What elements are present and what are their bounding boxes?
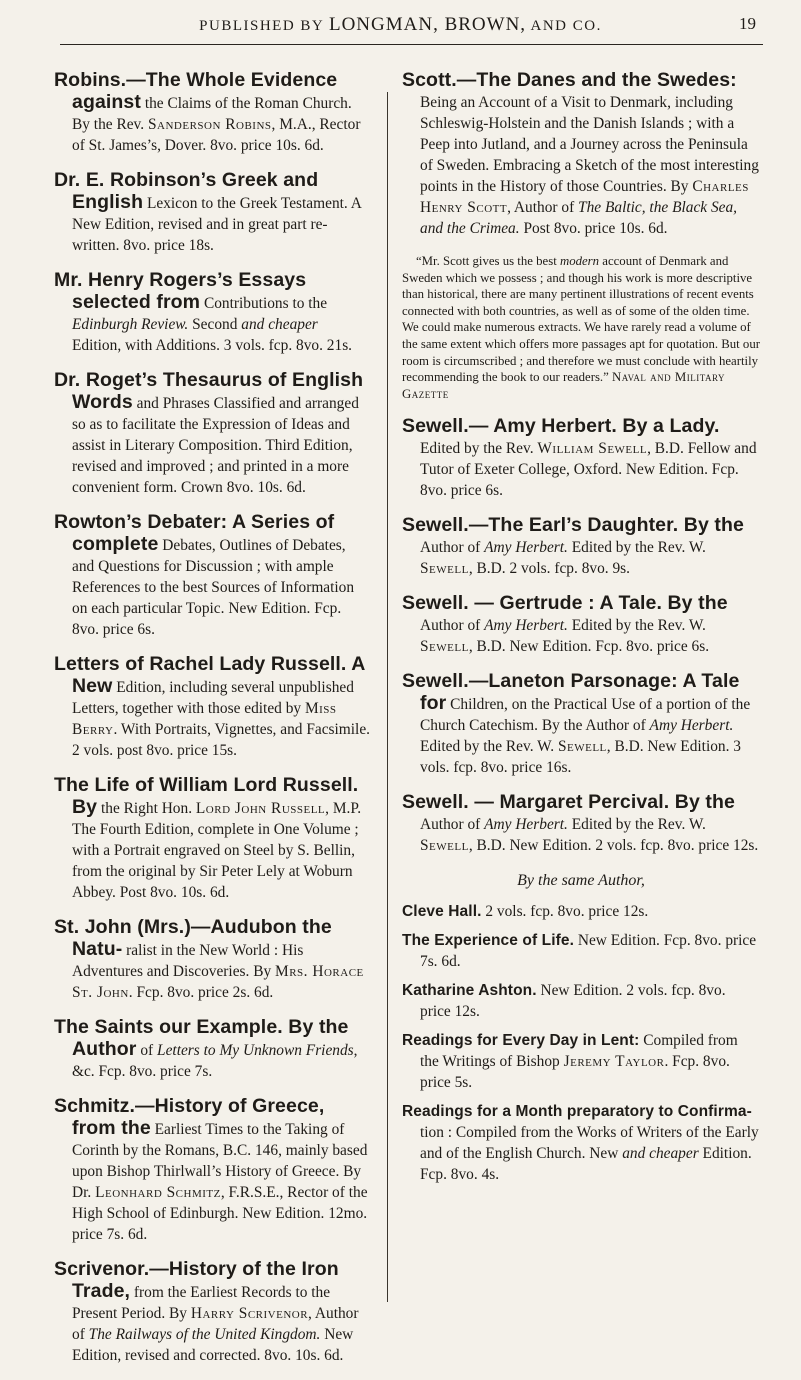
- entry-text: William Sewell: [537, 440, 648, 458]
- entry-text: Edited by the Rev. W.: [567, 617, 706, 635]
- publisher-name: LONGMAN, BROWN,: [328, 14, 527, 35]
- entry-title: Katharine Ashton.: [402, 982, 537, 1000]
- entry-text: Contributions to the: [200, 295, 328, 312]
- entry-title: Sewell.— Amy Herbert. By a Lady.: [402, 415, 720, 438]
- catalogue-entry: [402, 416, 760, 501]
- catalogue-entry: [402, 593, 760, 657]
- entry-text: Leonhard Schmitz: [95, 1184, 221, 1201]
- entry-text: , B.D. 2 vols. fcp. 8vo. 9s.: [468, 560, 631, 578]
- entry-text: Amy Herbert.: [484, 617, 568, 635]
- right-column: [402, 70, 760, 1193]
- catalogue-entry: [402, 901, 760, 922]
- entry-text: Letters to My Unknown Friends: [157, 1042, 354, 1059]
- entry-text: New Edition, revised and corrected. 8vo. 10s. 6d.: [72, 1326, 354, 1364]
- entry-text: and cheaper: [622, 1145, 699, 1163]
- entry-title: Rowton’s Debater: A Series of complete: [54, 511, 335, 555]
- entry-text: tion : Compiled from the Works of Writers of the Early and of the English Church. New: [420, 1124, 759, 1163]
- entry-text: , M.A., Rector of St. James’s, Dover. 8vo. price 10s. 6d.: [72, 116, 361, 154]
- entry-title: Readings for Every Day in Lent:: [402, 1032, 640, 1050]
- catalogue-entry: [402, 1101, 760, 1185]
- entry-title: Letters of Rachel Lady Russell. A New: [54, 653, 365, 697]
- catalogue-entry: [402, 671, 760, 778]
- entry-text: Amy Herbert.: [649, 717, 734, 735]
- entry-text: Debates, Outlines of Debates, and Questions for Discussion ; with ample References to the best Sources of Information on each particular Topic. New Edition. Fcp. 8vo. price 6s.: [72, 537, 355, 638]
- entry-text: Edited by the Rev. W.: [420, 738, 558, 756]
- entry-text: the Claims of the Roman Church. By the Rev.: [72, 95, 352, 133]
- entry-text: Edited by the Rev.: [420, 440, 538, 458]
- entry-text: Lexicon to the Greek Testament. A New Edition, revised and in great part re-written. 8vo. price 18s.: [72, 195, 362, 254]
- catalogue-entry: [54, 654, 370, 761]
- entry-text: Edited by the Rev. W.: [567, 816, 706, 834]
- left-column: [54, 70, 370, 1380]
- entry-text: , M.P. The Fourth Edition, complete in One Volume ; with a Portrait engraved on Steel by S. Bellin, from the original by Sir Peter Lely at Woburn Abbey. Post 8vo. 10s. 6d.: [72, 800, 362, 901]
- entry-text: Sewell: [420, 837, 469, 855]
- entry-text: 2 vols. fcp. 8vo. price 12s.: [481, 903, 649, 921]
- entry-text: Charles Henry Scott: [420, 178, 749, 216]
- header-rule: [60, 44, 763, 45]
- entry-title: Sewell.—Laneton Parsonage: A Tale for: [402, 670, 740, 715]
- entry-text: modern: [559, 254, 600, 268]
- entry-text: The Baltic, the Black Sea, and the Crimea.: [420, 199, 738, 237]
- publisher-suffix: AND CO.: [530, 18, 602, 34]
- catalogue-entry: [54, 70, 370, 156]
- catalogue-entry: [54, 1017, 370, 1082]
- entry-text: , B.D. Fellow and Tutor of Exeter College, Oxford. New Edition. Fcp. 8vo. price 6s.: [420, 440, 757, 500]
- catalogue-entry: [54, 1259, 370, 1366]
- page-number: 19: [739, 14, 756, 33]
- catalogue-entry: [402, 515, 760, 579]
- entry-text: Second: [188, 316, 242, 333]
- catalogue-entry: [402, 930, 760, 972]
- catalogue-entry: [54, 512, 370, 640]
- entry-title: The Saints our Example. By the Author: [54, 1016, 349, 1060]
- entry-text: Edition. Fcp. 8vo. 4s.: [420, 1145, 752, 1184]
- entry-text: , F.R.S.E., Rector of the High School of Edinburgh. New Edition. 12mo. price 7s. 6d.: [72, 1184, 368, 1243]
- entry-title: Schmitz.—History of Greece, from the: [54, 1095, 325, 1139]
- entry-text: Edinburgh Review.: [72, 316, 189, 333]
- right-small-entries: [402, 901, 760, 1185]
- catalogue-entry: [54, 270, 370, 356]
- entry-text: Sewell: [420, 638, 469, 656]
- entry-text: Sanderson Robins: [147, 116, 272, 133]
- entry-text: account of Denmark and Sweden which we possess ; and though his work is more descriptive than historical, there are many pertinent illustrations of recent events connected with both countries, as well as of some of the olden time. We could make numerous extracts. We have rarely read a volume of the same extent which offers more passages apt for quotation. But our room is circumscribed ; and therefore we must conclude with heartily recommending the book to our readers.”: [402, 254, 760, 385]
- entry-text: Mrs. Horace St. John: [72, 963, 364, 1001]
- entry-text: and Phrases Classified and arranged so as to facilitate the Expression of Ideas and assist in Literary Composition. Third Edition, revised and improved ; and printed in a more convenient form. Crown 8vo. 10s. 6d.: [72, 395, 359, 496]
- entry-title: Robins.—The Whole Evidence against: [54, 69, 338, 113]
- entry-text: Edition, including several unpublished Letters, together with those edited by: [72, 679, 354, 717]
- entry-text: Post 8vo. price 10s. 6d.: [519, 220, 668, 237]
- entry-text: , B.D. New Edition. 2 vols. fcp. 8vo. price 12s.: [468, 837, 759, 855]
- entry-text: , B.D. New Edition. 3 vols. fcp. 8vo. price 16s.: [420, 738, 741, 777]
- entry-text: Miss Berry: [72, 700, 337, 738]
- catalogue-entry: [402, 1030, 760, 1093]
- catalogue-entry: [54, 1096, 370, 1245]
- entry-title: Readings for a Month preparatory to Confirma-: [402, 1103, 752, 1121]
- catalogue-entry: [54, 917, 370, 1003]
- entry-title: Dr. E. Robinson’s Greek and English: [54, 169, 319, 213]
- running-header: [0, 0, 801, 52]
- entry-title: Sewell. — Margaret Percival. By the: [402, 791, 735, 814]
- running-head: [0, 14, 801, 36]
- entry-text: Amy Herbert.: [484, 816, 568, 834]
- right-main-entries: [402, 70, 760, 856]
- entry-text: . Fcp. 8vo. price 2s. 6d.: [128, 984, 274, 1001]
- entry-text: . With Portraits, Vignettes, and Facsimile. 2 vols. post 8vo. price 15s.: [72, 721, 371, 759]
- entry-text: and cheaper: [241, 316, 318, 333]
- entry-text: ralist in the New World : His Adventures and Discoveries. By: [72, 942, 304, 980]
- entry-text: Jeremy Taylor: [563, 1053, 665, 1071]
- catalogue-entry: [402, 792, 760, 856]
- entry-text: from the Earliest Records to the Present Period. By: [72, 1284, 331, 1322]
- entry-title: Cleve Hall.: [402, 903, 482, 921]
- entry-title: Mr. Henry Rogers’s Essays selected from: [54, 269, 307, 313]
- entry-text: , Author of: [507, 199, 579, 216]
- entry-title: Scott.—The Danes and the Swedes:: [402, 69, 737, 91]
- entry-text: New Edition. Fcp. 8vo. price 7s. 6d.: [420, 932, 757, 971]
- entry-text: Lord John Russell: [195, 800, 326, 817]
- entry-title: Scrivenor.—History of the Iron Trade,: [54, 1258, 339, 1302]
- entry-text: , &c. Fcp. 8vo. price 7s.: [72, 1042, 358, 1080]
- entry-title: Dr. Roget’s Thesaurus of English Words: [54, 369, 364, 413]
- entry-text: , B.D. New Edition. Fcp. 8vo. price 6s.: [468, 638, 710, 656]
- entry-title: Sewell. — Gertrude : A Tale. By the: [402, 592, 728, 615]
- entry-text: Edition, with Additions. 3 vols. fcp. 8vo. 21s.: [72, 337, 353, 354]
- entry-title: St. John (Mrs.)—Audubon the Natu-: [54, 916, 332, 960]
- column-divider: [387, 92, 388, 1302]
- entry-text: Edited by the Rev. W.: [567, 539, 706, 557]
- catalogue-entry: [54, 370, 370, 498]
- entry-text: Author of: [420, 816, 485, 834]
- entry-text: Compiled from the Writings of Bishop: [420, 1032, 738, 1071]
- entry-text: Children, on the Practical Use of a portion of the Church Catechism. By the Author of: [420, 696, 751, 735]
- entry-text: the Right Hon.: [97, 800, 196, 817]
- entry-text: Being an Account of a Visit to Denmark, including Schleswig-Holstein and the Danish Islands ; with a Peep into Jutland, and a Journey across the Peninsula of Sweden. Embracing a Sketch of the most interesting points in the History of those Countries. By: [420, 94, 759, 195]
- entry-title: Sewell.—The Earl’s Daughter. By the: [402, 514, 744, 537]
- entry-text: Sewell: [557, 738, 607, 756]
- entry-text: “Mr. Scott gives us the best: [416, 254, 560, 268]
- entry-text: New Edition. 2 vols. fcp. 8vo. price 12s.: [420, 982, 726, 1021]
- review-quote: [402, 253, 760, 402]
- entry-text: Amy Herbert.: [484, 539, 568, 557]
- catalogue-entry: [402, 70, 760, 239]
- entry-text: Sewell: [420, 560, 469, 578]
- entry-text: of: [136, 1042, 158, 1059]
- catalogue-entry: [402, 980, 760, 1022]
- entry-text: Harry Scrivenor: [190, 1305, 309, 1322]
- entry-title: The Life of William Lord Russell. By: [54, 774, 359, 818]
- entry-text: , Author of: [72, 1305, 359, 1343]
- entry-text: Author of: [420, 617, 485, 635]
- catalogue-entry: [54, 775, 370, 903]
- entry-title: The Experience of Life.: [402, 932, 574, 950]
- catalogue-entry: [54, 170, 370, 256]
- entry-text: Earliest Times to the Taking of Corinth by the Romans, B.C. 146, mainly based upon Bishop Thirlwall’s History of Greece. By Dr.: [72, 1121, 368, 1201]
- entry-text: Author of: [420, 539, 485, 557]
- entry-text: The Railways of the United Kingdom.: [88, 1326, 321, 1343]
- entry-text: . Fcp. 8vo. price 5s.: [420, 1053, 730, 1092]
- publisher-prefix: PUBLISHED BY: [199, 18, 324, 34]
- entry-text: Naval and Military Gazette: [402, 370, 725, 401]
- byline: By the same Author,: [517, 872, 645, 890]
